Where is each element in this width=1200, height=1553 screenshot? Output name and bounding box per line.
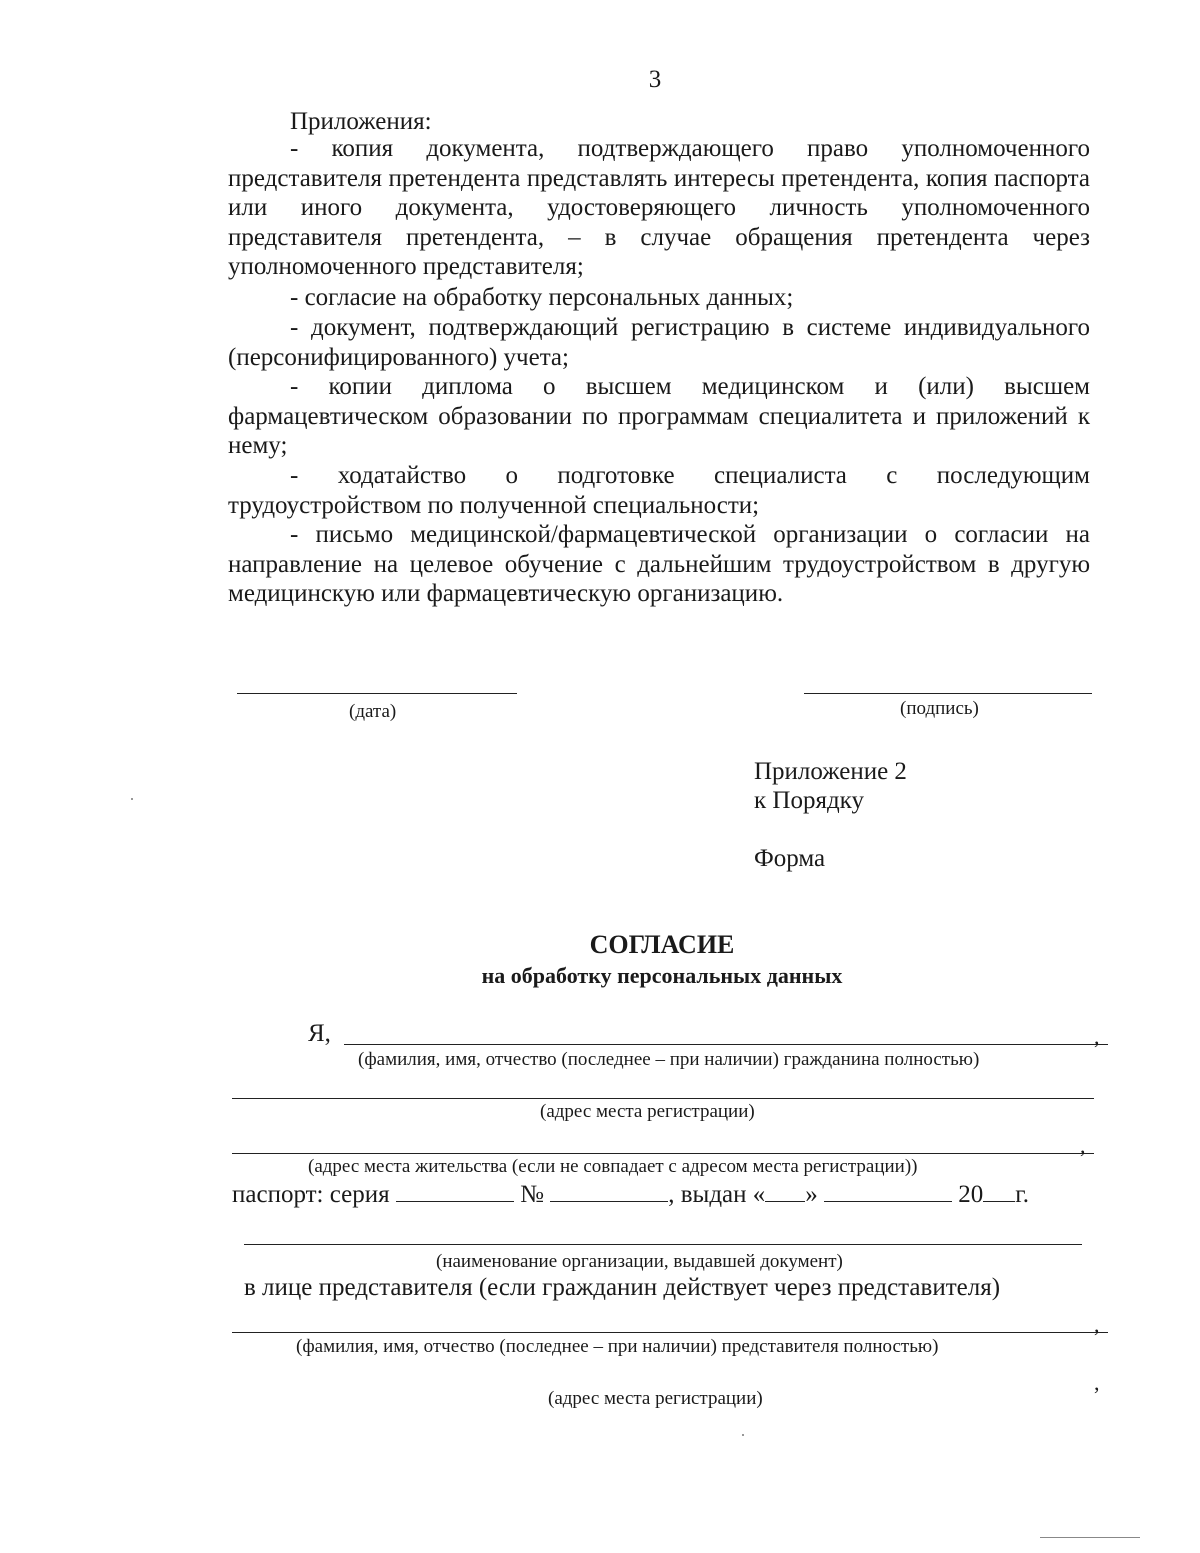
- consent-subtitle: на обработку персональных данных: [481, 963, 843, 988]
- attachment-item: - письмо медицинской/фармацевтической организации о согласии на направление на целевое обучение с дальнейшим трудоустройством в другую медицинскую или фармацевтическую организацию.: [228, 521, 1090, 607]
- registration-address-line[interactable]: [232, 1098, 1094, 1099]
- issued-day-field[interactable]: [765, 1181, 805, 1202]
- representative-name-caption: (фамилия, имя, отчество (последнее – при наличии) представителя полностью): [296, 1336, 939, 1357]
- date-line[interactable]: [237, 693, 517, 694]
- scan-speck: [1040, 1537, 1140, 1538]
- issued-year-field[interactable]: [983, 1181, 1015, 1202]
- representative-label: в лице представителя (если гражданин действует через представителя): [244, 1274, 1001, 1301]
- issued-label: , выдан «: [668, 1181, 766, 1208]
- consent-title: СОГЛАСИЕ: [589, 930, 735, 959]
- scan-speck: [742, 1434, 744, 1436]
- year-prefix: 20: [958, 1181, 984, 1208]
- scan-speck: [131, 798, 133, 800]
- attachment-item: - ходатайство о подготовке специалиста с последующим трудоустройством по полученной специальности;: [228, 462, 1090, 519]
- i-label: Я,: [308, 1020, 331, 1047]
- appendix-order: к Порядку: [754, 787, 864, 814]
- attachment-item: - копия документа, подтверждающего право уполномоченного представителя претендента представлять интересы претендента, копия паспорта или иного документа, удостоверяющего личность уполномоченного представителя претендента, – в случае обращения претендента через уполномоченного представителя;: [228, 135, 1090, 280]
- issuing-org-caption: (наименование организации, выдавшей документ): [436, 1251, 843, 1272]
- date-caption: (дата): [349, 701, 397, 722]
- residence-address-line[interactable]: [232, 1153, 1094, 1154]
- passport-line: [232, 1181, 1029, 1209]
- comma: ,: [1094, 1024, 1100, 1049]
- signature-line[interactable]: [804, 693, 1092, 694]
- residence-address-caption: (адрес места жительства (если не совпадает с адресом места регистрации)): [308, 1156, 918, 1177]
- year-suffix: г.: [1015, 1181, 1029, 1208]
- quote-close: »: [805, 1181, 818, 1208]
- citizen-name-line[interactable]: [344, 1044, 1108, 1045]
- representative-name-line[interactable]: [232, 1332, 1108, 1333]
- page-number: 3: [648, 66, 662, 93]
- issuing-org-line[interactable]: [244, 1244, 1082, 1245]
- comma: ,: [1094, 1312, 1100, 1337]
- attachment-item: - согласие на обработку персональных данных;: [290, 284, 794, 311]
- attachment-item: - копии диплома о высшем медицинском и (или) высшем фармацевтическом образовании по программам специалитета и приложений к нему;: [228, 373, 1090, 459]
- representative-registration-caption: (адрес места регистрации): [548, 1388, 763, 1409]
- appendix-number: Приложение 2: [754, 758, 907, 785]
- passport-series-label: паспорт: серия: [232, 1181, 390, 1208]
- passport-number-field[interactable]: [550, 1181, 668, 1202]
- passport-series-field[interactable]: [396, 1181, 514, 1202]
- signature-caption: (подпись): [900, 698, 979, 719]
- attachments-heading: Приложения:: [290, 108, 432, 135]
- registration-address-caption: (адрес места регистрации): [540, 1101, 755, 1122]
- passport-number-label: №: [520, 1181, 544, 1208]
- issued-month-field[interactable]: [824, 1181, 952, 1202]
- attachment-item: - документ, подтверждающий регистрацию в системе индивидуального (персонифицированного) учета;: [228, 314, 1090, 371]
- citizen-name-caption: (фамилия, имя, отчество (последнее – при наличии) гражданина полностью): [358, 1049, 980, 1070]
- comma: ,: [1094, 1370, 1100, 1395]
- form-label: Форма: [754, 845, 826, 872]
- comma: ,: [1080, 1133, 1086, 1158]
